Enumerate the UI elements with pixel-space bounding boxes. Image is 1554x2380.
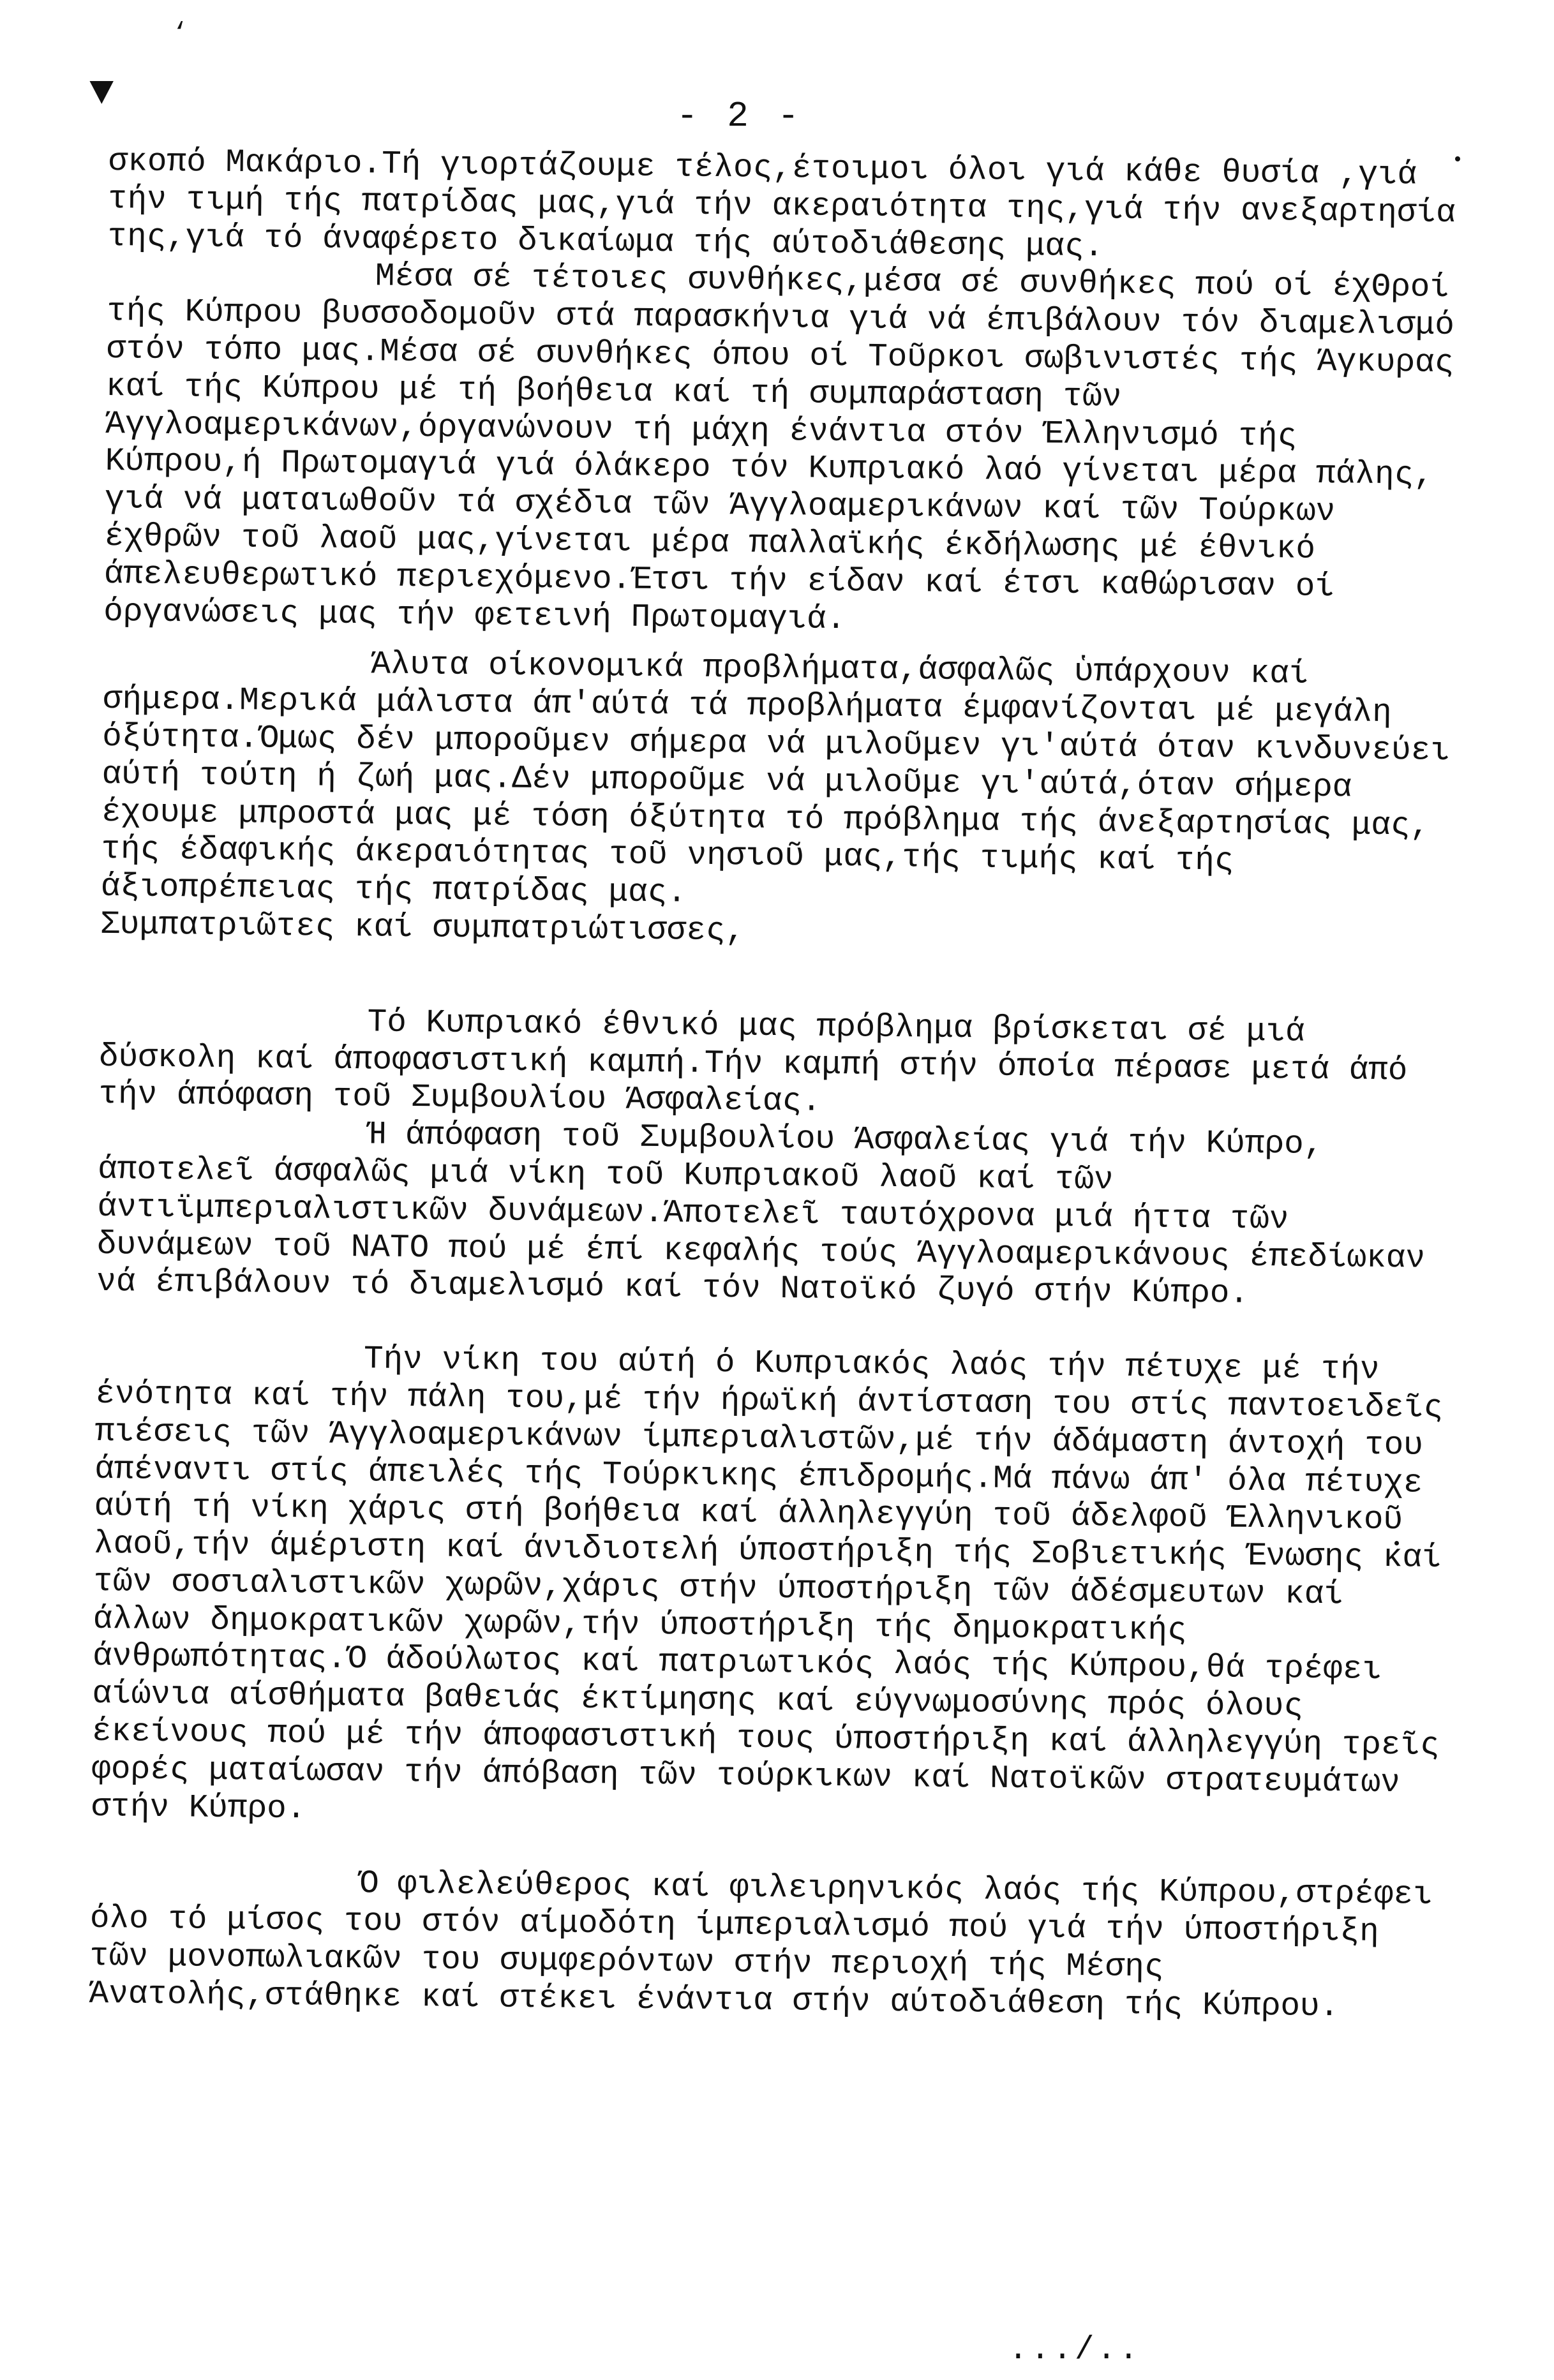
paragraph-security-council: Ή άπόφαση τοῦ Συμβουλίου Άσφαλείας γιά τήν Κύπρο, άποτελεῖ άσφαλῶς μιά νίκη τοῦ Κυπριακοῦ λαοῦ καί τῶν άντιϊμπεριαλιστικῶν δυνάμεων.Άποτελεῖ ταυτόχρονα μιά ήττα τῶν δυνάμεων τοῦ ΝΑΤΟ πού μέ έπί κεφαλής τούς Άγγλοαμερικάνους έπεδίωκαν νά έπιβάλουν τό διαμελισμό καί τόν Νατοϊκό ζυγό στήν Κύπρο.	[96, 1117, 1445, 1313]
paragraph-conditions: Μέσα σέ τέτοιες συνθήκες,μέσα σέ συνθήκες πού οί έχΘροί τής Κύπρου βυσσοδομοῦν στά παρασκήνια γιά νά έπιβάλουν τόν διαμελισμό στόν τόπο μας.Μέσα σέ συνθήκες όπου οί Τοῦρκοι σωβινιστές τής Άγκυρας καί τής Κύπρου μέ τή βοήθεια καί τή συμπαράσταση τῶν Άγγλοαμερικάνων,όργανώνουν τή μάχη ένάντια στόν Έλληνισμό τής Κύπρου,ή Πρωτομαγιά γιά όλάκερο τόν Κυπριακό λαό γίνεται μέρα πάλης, γιά νά ματαιωθοῦν τά σχέδια τῶν Άγγλοαμερικάνων καί τῶν Τούρκων έχθρῶν τοῦ λαοῦ μας,γίνεται μέρα παλλαϊκής έκδήλωσης μέ έθνικό άπελευθερωτικό περιεχόμενο.Έτσι τήν είδαν καί έτσι καθώρισαν οί όργανώσεις μας τήν φετεινή Πρωτομαγιά.	[103, 258, 1474, 638]
paragraph-economic: Άλυτα οίκονομικά προβλήματα,άσφαλῶς ὑπάρχουν καί σήμερα.Μερικά μάλιστα άπ'αύτά τά προβλήματα έμφανίζονται μέ μεγάλη όξύτητα.Όμως δέν μποροῦμεν σήμερα νά μιλοῦμεν γι'αύτά όταν κινδυνεύει αύτή τούτη ή ζωή μας.Δέν μποροῦμε νά μιλοῦμε γι'αύτά,όταν σήμερα έχουμε μπροστά μας μέ τόση όξύτητα τό πρόβλημα τής άνεξαρτησίας μας, τής έδαφικής άκεραιότητας τοῦ νησιοῦ μας,τής τιμής καί τής άξιοπρέπειας τής πατρίδας μας.	[100, 646, 1470, 912]
salutation: Συμπατριῶτες καί συμπατριώτισσες,	[100, 906, 745, 950]
pen-mark-arrow: ▼	[89, 70, 114, 116]
pen-mark-comma: ‘	[172, 19, 188, 48]
paragraph-intro: σκοπό Μακάριο.Τή γιορτάζουμε τέλος,έτοιμοι όλοι γιά κάθε θυσία ,γιά τήν τιμή τής πατρίδας μας,γιά τήν ακεραιότητα της,γιά τήν ανεξαρτησία της,γιά τό άναφέρετο δικαίωμα τής αύτοδιάθεσης μας.	[107, 144, 1476, 265]
paragraph-victory: Τήν νίκη του αύτή ό Κυπριακός λαός τήν πέτυχε μέ τήν ένότητα καί τήν πάλη του,μέ τήν ήρωϊκή άντίσταση του στίς παντοειδεῖς πιέσεις τῶν Άγγλοαμερικάνων ίμπεριαλιστῶν,μέ τήν άδάμαστη άντοχή του άπέναντι στίς άπειλές τής Τούρκικης έπιδρομής.Μά πάνω άπ' όλα πέτυχε αύτή τή νίκη χάρις στή βοήθεια καί άλληλεγγύη τοῦ άδελφοῦ Έλληνικοῦ λαοῦ,τήν άμέριστη καί άνιδιοτελή ύποστήριξη τής Σοβιετικής Ένωσης καί τῶν σοσιαλιστικῶν χωρῶν,χάρις στήν ύποστήριξη τῶν άδέσμευτων καί άλλων δημοκρατικῶν χωρῶν,τήν ύποστήριξη τής δημοκρατικής άνθρωπότητας.Ό άδούλωτος καί πατριωτικός λαός τής Κύπρου,θά τρέφει αίώνια αίσθήματα βαθειάς έκτίμησης καί εύγνωμοσύνης πρός όλους έκείνους πού μέ τήν άποφασιστική τους ύποστήριξη καί άλληλεγγύη τρεῖς φορές ματαίωσαν τήν άπόβαση τῶν τούρκικων καί Νατοϊκῶν στρατευμάτων στήν Κύπρο.	[91, 1341, 1463, 1828]
continuation-mark: .../..	[1008, 2332, 1141, 2369]
paragraph-cyprus-problem: Τό Κυπριακό έθνικό μας πρόβλημα βρίσκεται σέ μιά δύσκολη καί άποφασιστική καμπή.Τήν καμπή στήν όποία πέρασε μετά άπό τήν άπόφαση τοῦ Συμβουλίου Άσφαλείας.	[98, 1004, 1428, 1121]
paragraph-imperialism: Ό φιλελεύθερος καί φιλειρηνικός λαός τής Κύπρου,στρέφει όλο τό μίσος του στόν αίμοδότη ίμπεριαλισμό πού γιά τήν ύποστήριξη τῶν μονοπωλιακῶν του συμφερόντων στήν περιοχή τής Μέσης Άνατολής,στάθηκε καί στέκει ένάντια στήν αύτοδιάθεση τής Κύπρου.	[89, 1866, 1453, 2026]
page-number: - 2 -	[676, 96, 803, 137]
document-body	[89, 144, 1476, 2028]
